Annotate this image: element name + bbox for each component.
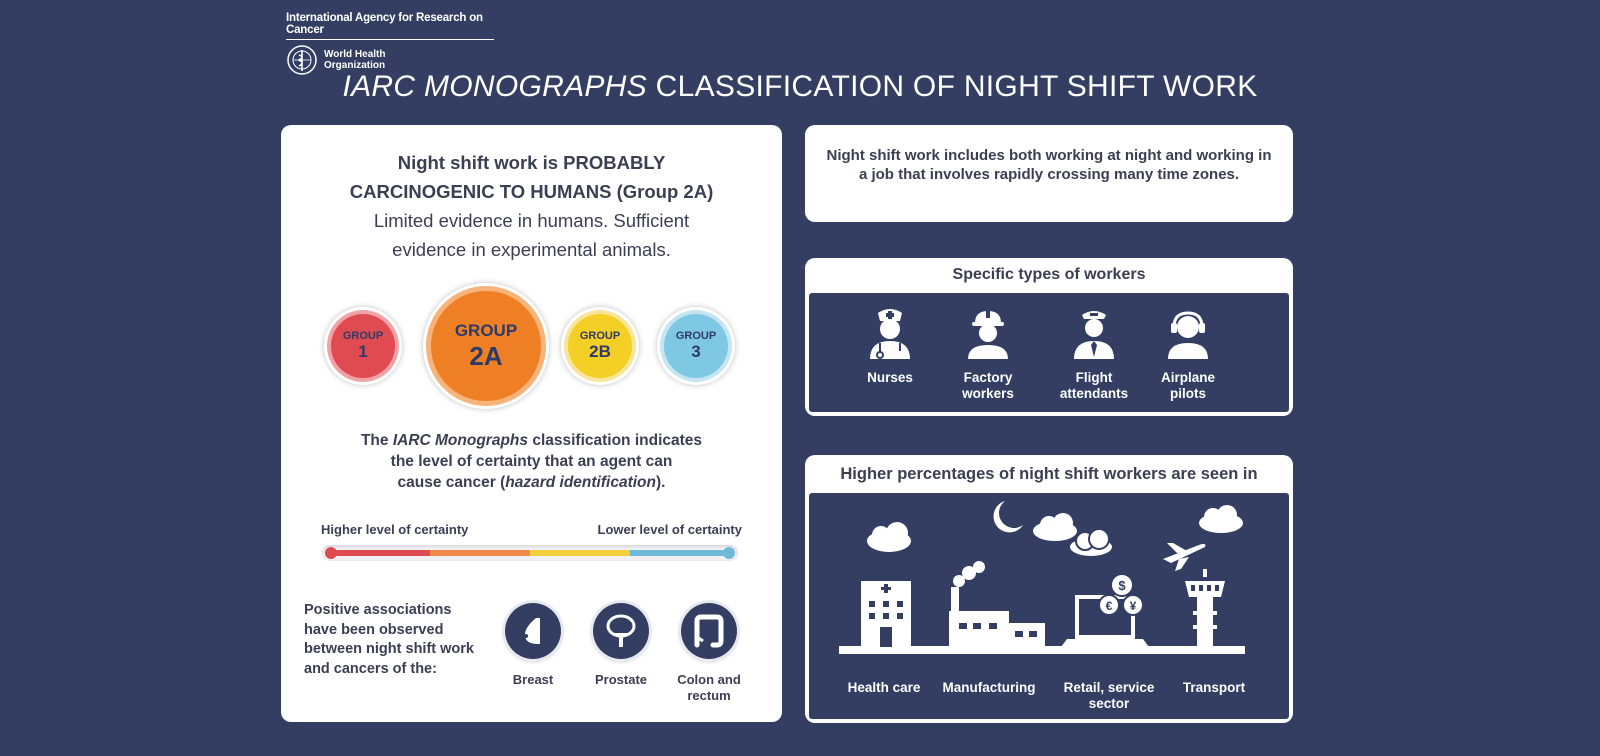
definition-text: Night shift work includes both working at night and working in a job that involves rapidly crossing many time zones. [826,147,1272,183]
svg-text:¥: ¥ [1129,599,1137,613]
sector-health-care: Health care [847,680,921,695]
classification-heading: Night shift work is PROBABLY CARCINOGENIC TO HUMANS (Group 2A) Limited evidence in humans. Sufficient evidence in experimental animals. [349,152,714,260]
airplane-icon [1163,543,1205,571]
lower-certainty-label: Lower level of certainty [597,522,742,537]
nurse-icon [866,305,914,359]
cloud-icon [1199,505,1243,533]
sector-transport: Transport [1182,680,1246,695]
organ-breast: Breast [488,603,578,688]
worker-nurses: Nurses [845,305,935,386]
organ-prostate: Prostate [576,603,666,688]
who-line1: World Health [324,49,386,60]
sectors-title: Higher percentages of night shift workers are seen in [840,465,1258,483]
hospital-icon [861,581,911,647]
cloud-icon [867,522,911,552]
worker-flight-attendants: Flight attendants [1049,305,1139,402]
classification-card [281,125,782,722]
group-2a-circle: GROUP 2A [431,291,541,401]
breast-icon [505,603,561,659]
sector-manufacturing: Manufacturing [942,680,1036,695]
page-title: IARC MONOGRAPHS CLASSIFICATION OF NIGHT SHIFT WORK [342,70,1258,103]
flight-attendant-icon [1070,305,1118,359]
sectors-panel [809,493,1289,719]
certainty-segment-blue [630,550,730,556]
worker-pilots: Airplane pilots [1143,305,1233,402]
organ-colon: Colon and rectum [664,603,754,704]
pilot-icon [1164,305,1212,359]
workers-panel [809,293,1289,412]
worker-factory: Factory workers [943,305,1033,402]
group-3-circle: GROUP 3 [664,314,728,378]
factory-worker-icon [964,305,1012,359]
svg-text:€: € [1105,599,1113,613]
workers-title: Specific types of workers [952,266,1146,283]
scale-start-dot [325,547,337,559]
positive-associations-text: Positive associations have been observed between night shift work and cancers of the: [304,602,474,677]
group-2b-circle: GROUP 2B [568,314,632,378]
control-tower-icon [1185,569,1225,647]
sectors-box [805,455,1293,723]
laptop-money-icon [1061,574,1149,647]
definition-card [805,125,1293,222]
colon-icon [681,603,737,659]
factory-icon [949,561,1045,647]
cloud-icon [1033,513,1077,541]
certainty-segment-yellow [530,550,630,556]
certainty-segment-red [330,550,430,556]
certainty-scale-bar [322,545,738,561]
org-logo-block [286,12,494,76]
iarc-name: International Agency for Research on Cancer [286,12,494,40]
sector-retail: Retail, service sector [1063,680,1155,711]
group-1-circle: GROUP 1 [331,314,395,378]
certainty-segment-orange [430,550,530,556]
workers-box [805,258,1293,416]
classification-explanation: The IARC Monographs classification indicates the level of certainty that an agent can cause cancer (hazard identification). [360,432,703,491]
who-line2: Organization [324,60,386,71]
scale-end-dot [723,547,735,559]
moon-icon [994,501,1023,532]
prostate-icon [593,603,649,659]
svg-text:$: $ [1118,578,1126,593]
higher-certainty-label: Higher level of certainty [321,522,469,537]
